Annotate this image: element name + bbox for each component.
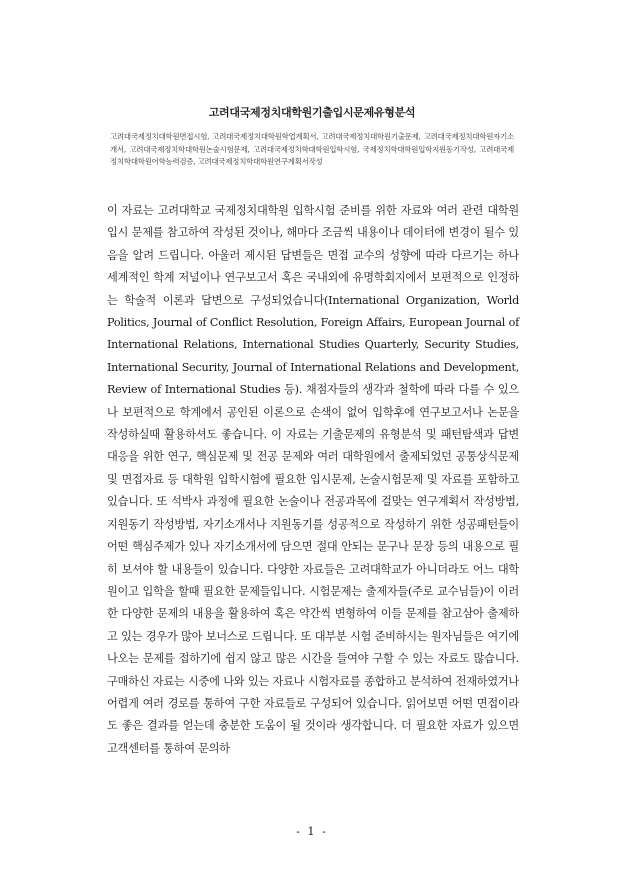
page-number: - 1 - [296, 825, 328, 838]
keywords-text: 고려대국제정치대학원면접시험, 고려대국제정치대학원학업계획서, 고려대국제정치대학원기출문제, 고려대국제정치대학원자기소개서, 고려대국제정치학대학원논술시험문제, 고려대국제정치학대학원입학시험, 국제정치학대학원입학지원동기작성, 고려대국제정치학대학원어학능력검증, 고려대국제정치학대학원연구계획서작성 [110, 132, 514, 166]
body-text [107, 200, 519, 760]
body-paragraph: 이 자료는 고려대학교 국제정치대학원 입학시험 준비를 위한 자료와 여러 관련 대학원 입시 문제를 참고하여 작성된 것이나, 해마다 조금씩 내용이나 데이터에 변경이 될수 있음을 알려 드립니다. 아울러 제시된 답변들은 면접 교수의 성향에 따라 다르기는 하나 세계적인 학계 저널이나 연구보고서 혹은 국내외에 유명학회지에서 보편적으로 인정하는 학술적 이론과 답변으로 구성되었습니다(International Organization, World Politics, Journal of Conflict Resolution, Foreign Affairs, European Journal of International Relations, International Studies Quarterly, Security Studies, International Security, Journal of International Relations and Development, Review of International Studies 등). 채점자들의 생각과 철학에 따라 다를 수 있으나 보편적으로 학계에서 공인된 이론으로 손색이 없어 입학후에 연구보고서나 논문을 작성하실때 활용하셔도 좋습니다. 이 자료는 기출문제의 유형분석 및 패턴탐색과 답변대응을 위한 연구, 핵심문제 및 전공 문제와 여러 대학원에서 출제되었던 공통상식문제 및 면접자료 등 대학원 입학시험에 필요한 입시문제, 논술시험문제 및 자료를 포함하고 있습니다. 또 석박사 과정에 필요한 논술이나 전공과목에 걸맞는 연구계획서 작성방법, 지원동기 작성방법, 자기소개서나 지원동기를 성공적으로 작성하기 위한 성공패턴들이 어떤 핵심주제가 있나 자기소개서에 담으면 절대 안되는 문구나 문장 등의 내용으로 필히 보셔야 할 내용들이 있습니다. 다양한 자료들은 고려대학교가 아니더라도 어느 대학원이고 입학을 할때 필요한 문제들입니다. 시험문제는 출제자들(주로 교수님들)이 이러한 다양한 문제의 내용을 활용하여 혹은 약간씩 변형하여 이들 문제를 참고삼아 출제하고 있는 경우가 많아 보너스로 드립니다. 또 대부분 시험 준비하시는 원자님들은 여기에 나오는 문제를 접하기에 쉽지 않고 많은 시간을 들여야 구할 수 있는 자료도 많습니다. 구매하신 자료는 시중에 나와 있는 자료나 시험자료를 종합하고 분석하여 전재하였거나 어렵게 여러 경로를 통하여 구한 자료들로 구성되어 있습니다. 읽어보면 어떤 면접이라도 좋은 결과를 얻는데 충분한 도움이 될 것이라 생각합니다. 더 필요한 자료가 있으면 고객센터를 통하여 문의하 [107, 204, 519, 755]
document-title: 고려대국제정치대학원기출입시문제유형분석 [208, 106, 416, 119]
